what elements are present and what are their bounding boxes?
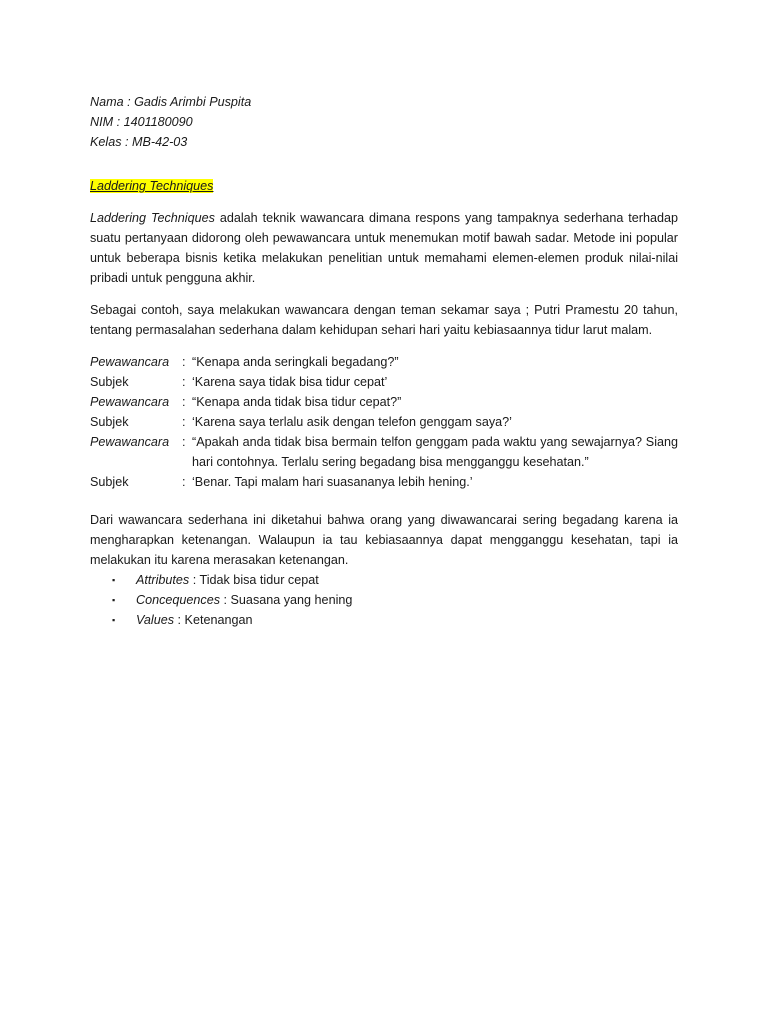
dialog-row bbox=[90, 392, 678, 412]
dialog-speaker: Subjek bbox=[90, 475, 129, 489]
interview-dialog bbox=[90, 352, 678, 492]
dialog-colon: : bbox=[182, 415, 186, 429]
example-paragraph: Sebagai contoh, saya melakukan wawancara dengan teman sekamar saya ; Putri Pramestu 20 tahun, tentang permasalahan sederhana dalam kehidupan sehari hari yaitu kebiasaannya tidur larut malam. bbox=[90, 303, 678, 337]
bullet-value: Tidak bisa tidur cepat bbox=[199, 573, 319, 587]
dialog-row bbox=[90, 372, 678, 392]
dialog-speaker: Pewawancara bbox=[90, 395, 170, 409]
bullet-term: Concequences bbox=[136, 593, 221, 607]
dialog-text: ‘Karena saya terlalu asik dengan telefon genggam saya?’ bbox=[192, 415, 512, 429]
intro-term: Laddering Techniques bbox=[90, 211, 215, 225]
bullet-item bbox=[90, 610, 678, 630]
dialog-text: “Kenapa anda seringkali begadang?” bbox=[192, 355, 399, 369]
section-title-wrap bbox=[90, 176, 678, 196]
bullet-item bbox=[90, 570, 678, 590]
bullet-separator: : bbox=[189, 573, 200, 587]
conclusion-paragraph: Dari wawancara sederhana ini diketahui bahwa orang yang diwawancarai sering begadang karena ia mengharapkan ketenangan. Walaupun ia tau kebiasaannya dapat mengganggu kesehatan, tapi ia melakukan itu karena merasakan ketenangan. bbox=[90, 513, 678, 567]
bullet-value: Ketenangan bbox=[184, 613, 253, 627]
dialog-row bbox=[90, 352, 678, 372]
dialog-row bbox=[90, 412, 678, 432]
bullet-body bbox=[136, 590, 352, 610]
dialog-speaker: Pewawancara bbox=[90, 435, 170, 449]
bullet-item bbox=[90, 590, 678, 610]
square-bullet-icon: ▪ bbox=[112, 575, 116, 585]
bullet-separator: : bbox=[220, 593, 231, 607]
bullet-term: Values bbox=[136, 613, 175, 627]
document-body bbox=[90, 92, 678, 630]
dialog-colon: : bbox=[182, 375, 186, 389]
square-bullet-icon: ▪ bbox=[112, 615, 116, 625]
student-name: Nama : Gadis Arimbi Puspita bbox=[90, 95, 252, 109]
bullet-body bbox=[136, 570, 319, 590]
dialog-speaker: Subjek bbox=[90, 415, 129, 429]
dialog-colon: : bbox=[182, 395, 186, 409]
section-title: Laddering Techniques bbox=[90, 179, 214, 193]
bullet-body bbox=[136, 610, 252, 630]
student-nim: NIM : 1401180090 bbox=[90, 115, 193, 129]
dialog-text: “Apakah anda tidak bisa bermain telfon genggam pada waktu yang sewajarnya? Siang hari contohnya. Terlalu sering begadang bisa mengganggu kesehatan.” bbox=[192, 435, 678, 469]
bullet-value: Suasana yang hening bbox=[230, 593, 353, 607]
dialog-colon: : bbox=[182, 355, 186, 369]
bullet-term: Attributes bbox=[136, 573, 190, 587]
dialog-row bbox=[90, 472, 678, 492]
intro-paragraph bbox=[90, 208, 678, 288]
dialog-text: “Kenapa anda tidak bisa tidur cepat?” bbox=[192, 395, 402, 409]
student-class: Kelas : MB-42-03 bbox=[90, 135, 188, 149]
dialog-text: ‘Benar. Tapi malam hari suasananya lebih hening.’ bbox=[192, 475, 473, 489]
dialog-colon: : bbox=[182, 435, 186, 449]
dialog-row bbox=[90, 432, 678, 472]
dialog-speaker: Pewawancara bbox=[90, 355, 170, 369]
square-bullet-icon: ▪ bbox=[112, 595, 116, 605]
dialog-text: ‘Karena saya tidak bisa tidur cepat’ bbox=[192, 375, 388, 389]
dialog-colon: : bbox=[182, 475, 186, 489]
bullet-separator: : bbox=[174, 613, 185, 627]
laddering-bullet-list bbox=[90, 570, 678, 630]
dialog-speaker: Subjek bbox=[90, 375, 129, 389]
intro-text: adalah teknik wawancara dimana respons yang tampaknya sederhana terhadap suatu pertanyaan didorong oleh pewawancara untuk menemukan motif bawah sadar. Metode ini popular untuk beberapa bisnis ketika melakukan penelitian untuk memahami elemen-elemen produk nilai-nilai pribadi untuk pengguna akhir. bbox=[90, 211, 678, 285]
